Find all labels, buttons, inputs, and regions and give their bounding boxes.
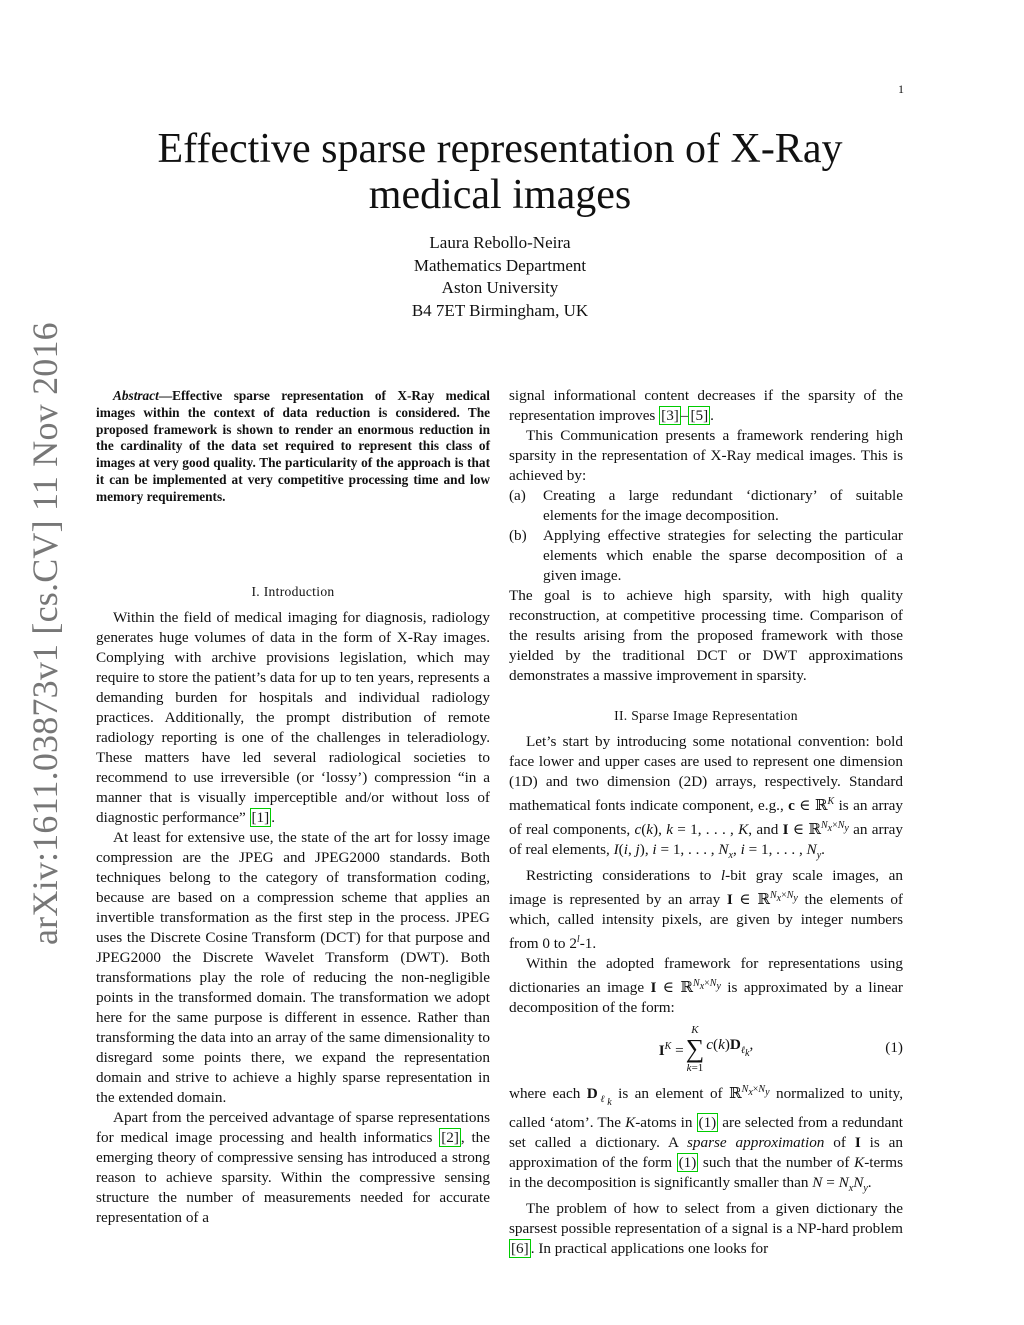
equation-number: (1) bbox=[885, 1039, 903, 1057]
intro-paragraph-4: This Communication presents a framework rendering high sparsity in the representation of X-Ray medical images. This is achieved by: bbox=[509, 427, 903, 484]
equation-1: $I^K$ = K ∑ k=1 $c(k)D_{\ell_k}$, (1) bbox=[658, 1024, 903, 1075]
author-name: Laura Rebollo-Neira bbox=[429, 233, 571, 252]
list-item bbox=[509, 526, 903, 586]
abstract-label: Abstract bbox=[113, 388, 159, 403]
list-item bbox=[509, 486, 903, 526]
section-1-heading: I. Introduction bbox=[251, 584, 335, 599]
page-number: 1 bbox=[898, 82, 904, 96]
citation-link[interactable]: [5] bbox=[690, 407, 709, 424]
left-column bbox=[96, 388, 490, 506]
list-label: (a) bbox=[509, 487, 526, 504]
list-text: Applying effective strategies for selecting the particular elements which enable the sparse decomposition of a given image. bbox=[543, 527, 903, 584]
equation-link[interactable]: (1) bbox=[698, 1114, 717, 1132]
sparse-paragraph-4: where each $D_{\ell_k}$ is an element of ℝ$^{N_x\times N_y}$ normalized to unity, called ‘atom’. The K-atoms in (1) are selected from a redundant set called a dictionary. A sparse approximation of I is an approximation of the form (1) such that the number of K-terms in the decomposition is significantly smaller than $N = N_xN_y$. bbox=[509, 1084, 904, 1195]
abstract bbox=[96, 388, 490, 506]
sparse-paragraph-3: Within the adopted framework for representations using dictionaries an image I ∈ ℝ$^{N_x\times N_y}$ is approximated by a linear decomposition of the form: bbox=[509, 955, 903, 1017]
intro-paragraph-5: The goal is to achieve high sparsity, with high quality reconstruction, at competitive processing time. Comparison of the results arising from the proposed framework with those yielded by the traditional DCT or DWT approximations demonstrates a massive improvement in sparsity. bbox=[509, 587, 903, 684]
citation-link[interactable]: [6] bbox=[511, 1240, 529, 1258]
author-address: B4 7ET Birmingham, UK bbox=[411, 300, 589, 320]
left-column-body bbox=[96, 582, 490, 1228]
list-text: Creating a large redundant ‘dictionary’ of suitable elements for the image decomposition. bbox=[543, 487, 903, 524]
citation-link[interactable]: [1] bbox=[251, 809, 270, 826]
citation-link[interactable]: [3] bbox=[661, 407, 679, 424]
right-column bbox=[509, 386, 903, 1259]
author-block bbox=[300, 232, 700, 322]
intro-paragraph-3: Apart from the perceived advantage of sparse representations for medical image processing and health informatics [2] , the emerging theory of compressive sensing has introduced a strong reason to achieve sparsity. Within the compressive sensing structure the number of measurements needed for accurate representation of a bbox=[96, 1109, 490, 1226]
paper-title: Effective sparse representation of X-Ray medical images bbox=[157, 126, 843, 218]
summation-symbol: K ∑ k=1 bbox=[685, 1024, 705, 1075]
author-department: Mathematics Department bbox=[413, 255, 587, 275]
sparse-paragraph-2: Restricting considerations to l-bit gray scale images, an image is represented by an array I ∈ ℝ$^{N_x\times N_y}$ the elements of which, called intensity pixels, are given by integer numbers from 0 to 2$^l$-1. bbox=[509, 867, 903, 953]
sparse-paragraph-1: Let’s start by introducing some notational convention: bold face lower and upper cases are used to represent one dimension (1D) and two dimension (2D) arrays, respectively. Standard mathematical fonts indicate component, e.g., c ∈ ℝ$^K$ is an array of real components, c(k), k = 1, . . . , K, and I ∈ ℝ$^{N_x\times N_y}$ an array of real elements, I(i, j), i = 1, . . . , $N_x$, i = 1, . . . , $N_y$. bbox=[509, 733, 903, 862]
section-2-heading: II. Sparse Image Representation bbox=[614, 708, 798, 723]
equation-link[interactable]: (1) bbox=[678, 1154, 697, 1172]
sparse-paragraph-5: The problem of how to select from a given dictionary the sparsest possible representation of a signal is a NP-hard problem [6] . In practical applications one looks for bbox=[509, 1200, 903, 1258]
arxiv-stamp: arXiv:1611.03873v1 [cs.CV] 11 Nov 2016 bbox=[25, 322, 65, 945]
intro-paragraph-3-cont: signal informational content decreases if the sparsity of the representation improves [3] – [5] . bbox=[509, 387, 903, 424]
citation-link[interactable]: [2] bbox=[441, 1129, 459, 1146]
author-university: Aston University bbox=[441, 278, 559, 297]
abstract-text: —Effective sparse representation of X-Ray medical images within the context of data reduction is considered. The proposed framework is shown to render an enormous reduction in the cardinality of the data set required to represent this class of images at very good quality. The particularity of the approach is that it can be implemented at very competitive processing time and low memory requirements. bbox=[96, 388, 490, 504]
intro-paragraph-1: Within the field of medical imaging for diagnosis, radiology generates huge volumes of data in the form of X-Ray images. Complying with archive provisions legislation, which may require to store the patient’s data for up to ten years, represents a demanding burden for hospitals and individual radiology practices. Additionally, the prompt distribution of remote radiology reporting is one of the challenges in teleradiology. These matters have led several radiological societies to recommend to use irreversible (or ‘lossy’) compression “in a manner that is visually imperceptible and/or without loss of diagnostic performance” [1] . bbox=[96, 609, 490, 826]
intro-paragraph-2: At least for extensive use, the state of the art for lossy image compression are the JPEG and JPEG2000 standards. Both techniques belong to the category of transformation coding, because are based on a compression scheme that applies an invertible transformation as the first step in the process. JPEG uses the Discrete Cosine Transform (DCT) for that purpose and JPEG2000 the Discrete Wavelet Transform (DWT). Both transformations play the role of reducing the non-negligible points in the transformed domain. The transformation we adopt here for the same purpose is different in essence. Rather than transforming the data into an array of the same dimensionality to disregard some points there, we expand the representation domain and strive to achieve a highly sparse representation in the extended domain. bbox=[96, 829, 490, 1106]
list-label: (b) bbox=[509, 527, 527, 544]
